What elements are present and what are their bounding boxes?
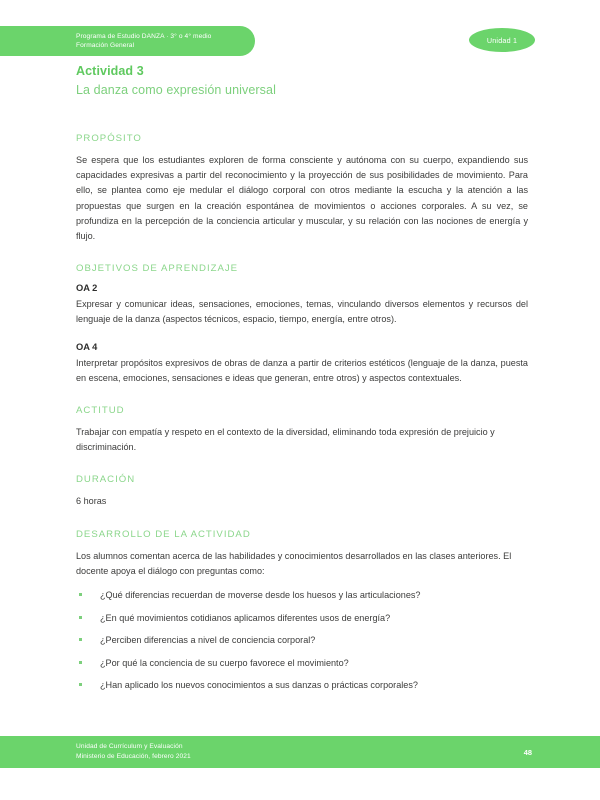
- question-text: ¿Han aplicado los nuevos conocimientos a sus danzas o prácticas corporales?: [100, 680, 418, 691]
- unit-badge: [469, 28, 535, 52]
- question-text: ¿En qué movimientos cotidianos aplicamos diferentes usos de energía?: [100, 612, 391, 623]
- bullet-square-icon: [79, 616, 82, 619]
- proposito-text: Se espera que los estudiantes exploren de forma consciente y autónoma con su cuerpo, expandiendo sus capacidades expresivas a partir del reconocimiento y la proyección de sus posibilidades de movimiento. Para ello, se plantea como eje medular el diálogo corporal con otros mediante la escucha y la atención a las propuestas que surgen en la creación espontánea de movimientos o acciones corporales. A su vez, se profundiza en la percepción de la conciencia articular y muscular, y su relación con las nociones de energía y flujo.: [76, 155, 528, 242]
- activity-title: Actividad 3: [76, 64, 144, 78]
- question-text: ¿Perciben diferencias a nivel de conciencia corporal?: [100, 635, 316, 646]
- oa-code: OA 2: [76, 283, 98, 294]
- page-number: 48: [523, 747, 532, 757]
- question-text: ¿Qué diferencias recuerdan de moverse desde los huesos y las articulaciones?: [100, 590, 421, 601]
- section-heading-actitud: ACTITUD: [76, 405, 125, 417]
- bullet-square-icon: [79, 661, 82, 664]
- actitud-text: Trabajar con empatía y respeto en el contexto de la diversidad, eliminando toda expresión de prejuicio y discriminación.: [76, 427, 495, 453]
- program-line-1: Programa de Estudio DANZA · 3° o 4° medio: [76, 32, 212, 40]
- desarrollo-intro: Los alumnos comentan acerca de las habilidades y conocimientos desarrollados en las clases anteriores. El docente apoya el diálogo con preguntas como:: [76, 550, 512, 576]
- oa-code: OA 4: [76, 341, 98, 352]
- question-text: ¿Por qué la conciencia de su cuerpo favorece el movimiento?: [100, 657, 349, 668]
- bullet-square-icon: [79, 593, 82, 596]
- activity-subtitle: La danza como expresión universal: [76, 83, 276, 97]
- question-list: [76, 588, 528, 692]
- list-item: [76, 678, 528, 692]
- list-item: [76, 611, 528, 625]
- bullet-square-icon: [79, 683, 82, 686]
- bullet-square-icon: [79, 638, 82, 641]
- list-item: [76, 656, 528, 670]
- duracion-text: 6 horas: [76, 496, 107, 507]
- unit-badge-label: Unidad 1: [486, 35, 518, 45]
- list-item: [76, 588, 528, 602]
- footer-line-2: Ministerio de Educación, febrero 2021: [76, 753, 191, 760]
- oa-text: Expresar y comunicar ideas, sensaciones, emociones, temas, vinculando diversos elementos y recursos del lenguaje de la danza (aspectos técnicos, espacio, tiempo, energía, entre otros).: [76, 299, 528, 325]
- footer-credits: [76, 742, 191, 761]
- oa-text: Interpretar propósitos expresivos de obras de danza a partir de criterios estéticos (lenguaje de la danza, puesta en escena, emociones, sensaciones e ideas que generan, entre otros) y aspectos contextuales.: [76, 357, 528, 383]
- list-item: [76, 633, 528, 647]
- document-content: [76, 133, 528, 701]
- section-heading-duracion: DURACIÓN: [76, 474, 136, 486]
- section-heading-objetivos: OBJETIVOS DE APRENDIZAJE: [76, 263, 239, 275]
- document-footer: [0, 736, 600, 768]
- objetivo-item: [76, 342, 528, 386]
- program-header-bar: [0, 26, 255, 56]
- program-line-2: Formación General: [76, 42, 135, 49]
- objetivo-item: [76, 283, 528, 327]
- footer-line-1: Unidad de Currículum y Evaluación: [76, 743, 183, 751]
- section-heading-proposito: PROPÓSITO: [76, 133, 142, 144]
- section-heading-desarrollo: DESARROLLO DE LA ACTIVIDAD: [76, 528, 251, 540]
